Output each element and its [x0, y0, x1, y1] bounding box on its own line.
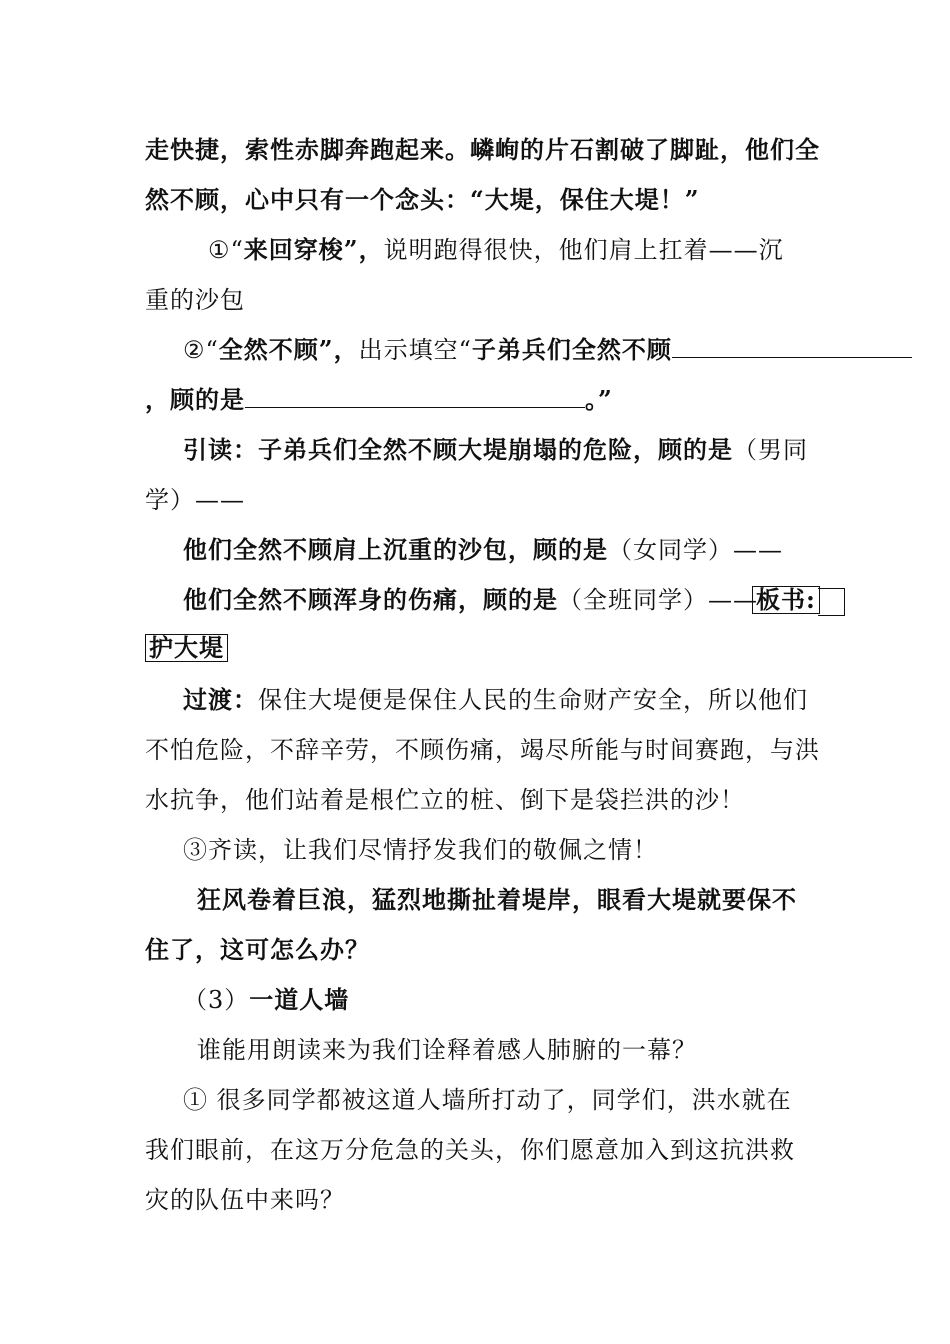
paragraph-line [145, 1135, 795, 1165]
text: 然不顾，心中只有一个念头：“大堤，保住大堤！” [145, 185, 700, 214]
text: ，顾的是 [145, 385, 245, 414]
paragraph-line [183, 835, 658, 865]
text: 子弟兵们全然不顾 [471, 335, 672, 364]
text: ① 很多同学都被这道人墙所打动了，同学们，洪水就在 [183, 1086, 792, 1114]
text: ②“ [183, 336, 219, 364]
text: 出示填空“ [358, 336, 472, 364]
paragraph-line [183, 435, 808, 465]
board-note-text: 护大堤 [145, 634, 228, 662]
text: （女同学）—— [608, 536, 783, 564]
paragraph-line [145, 485, 245, 515]
board-note-tag [752, 585, 845, 616]
paragraph-line [183, 1085, 792, 1115]
text: ③齐读，让我们尽情抒发我们的敬佩之情！ [183, 836, 658, 864]
fill-blank [672, 335, 912, 358]
text: 我们眼前，在这万分危急的关头，你们愿意加入到这抗洪救 [145, 1136, 795, 1164]
board-note-label: 板书: [752, 586, 820, 614]
text: 谁能用朗读来为我们诠释着感人肺腑的一幕？ [197, 1036, 697, 1064]
text: 水抗争，他们站着是根伫立的桩、倒下是袋拦洪的沙！ [145, 786, 745, 814]
text: ①“ [208, 236, 244, 264]
text: 不怕危险，不辞辛劳，不顾伤痛，竭尽所能与时间赛跑，与洪 [145, 736, 820, 764]
paragraph-line [145, 735, 820, 765]
paragraph-line [208, 235, 784, 265]
text: 。” [585, 385, 613, 414]
paragraph-line [197, 1035, 697, 1065]
text: 全然不顾”， [218, 335, 359, 364]
paragraph-line [145, 785, 745, 815]
paragraph-line [145, 285, 245, 315]
section-heading [183, 985, 349, 1015]
paragraph-line [145, 385, 613, 415]
paragraph-line [145, 935, 370, 965]
paragraph-line [197, 885, 797, 915]
text: 引读：子弟兵们全然不顾大堤崩塌的危险，顾的是 [183, 435, 733, 464]
text: 他们全然不顾肩上沉重的沙包，顾的是 [183, 535, 608, 564]
text: （全班同学）—— [558, 586, 758, 614]
paragraph-line [183, 535, 783, 565]
text: 一道人墙 [249, 985, 350, 1014]
paragraph-line [183, 335, 912, 365]
text: 狂风卷着巨浪，猛烈地撕扯着堤岸，眼看大堤就要保不 [197, 885, 797, 914]
text: 灾的队伍中来吗？ [145, 1186, 345, 1214]
paragraph-line [145, 135, 820, 165]
text: （男同 [733, 436, 808, 464]
text: 学）—— [145, 486, 245, 514]
paragraph-line [145, 633, 228, 663]
text: （3） [183, 986, 250, 1014]
paragraph-line [145, 1185, 345, 1215]
board-note-box [818, 588, 845, 616]
text: 来回穿梭”， [243, 235, 384, 264]
text: 说明跑得很快，他们肩上扛着——沉 [383, 236, 784, 264]
text: 保住大堤便是保住人民的生命财产安全，所以他们 [258, 686, 808, 714]
text: 过渡： [183, 685, 258, 714]
text: 住了，这可怎么办？ [145, 935, 370, 964]
text: 重的沙包 [145, 286, 245, 314]
text: 他们全然不顾浑身的伤痛，顾的是 [183, 585, 558, 614]
paragraph-line [183, 585, 758, 615]
fill-blank [245, 385, 585, 408]
text: 走快捷，索性赤脚奔跑起来。嶙峋的片石割破了脚趾，他们全 [145, 135, 820, 164]
paragraph-line [145, 185, 700, 215]
paragraph-line [183, 685, 808, 715]
